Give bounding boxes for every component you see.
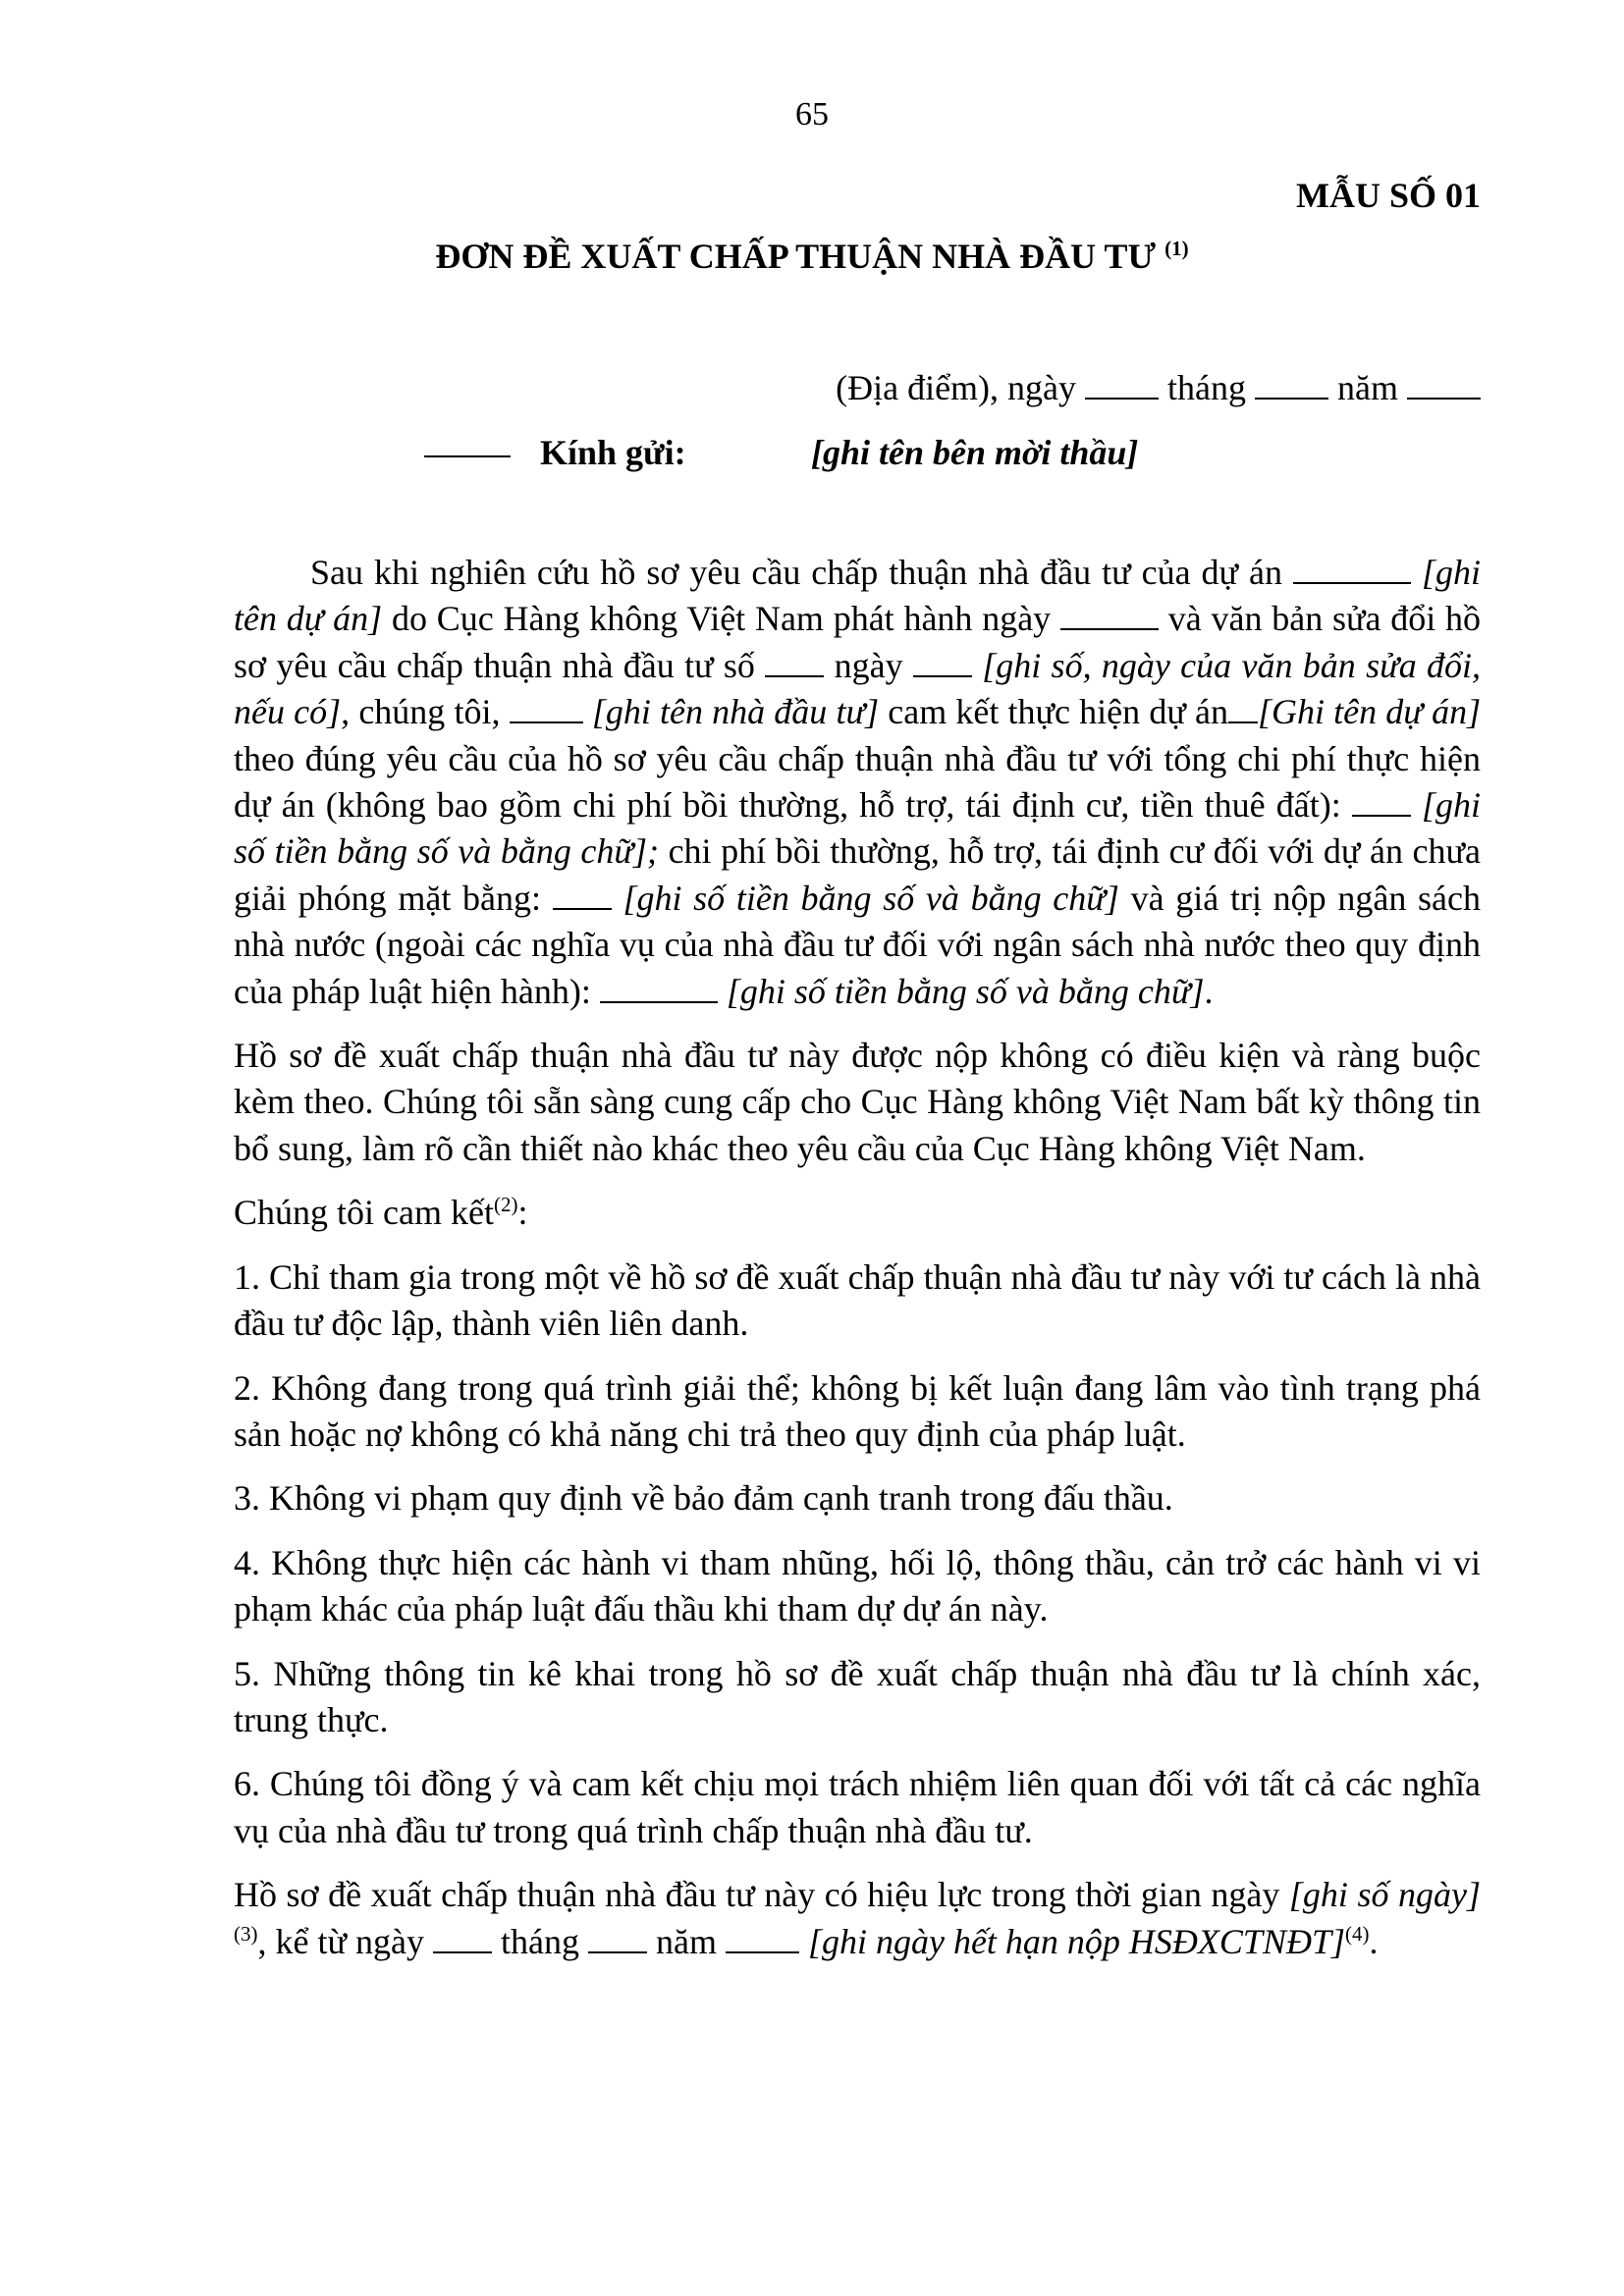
commitment-intro (234, 1190, 1481, 1236)
p1-text-o: và giá trị nộp ngân sách nhà nước (ngoài các nghĩa vụ của nhà đầu tư đối với ngân sách nhà nước theo quy định của pháp luật hiện hành): (234, 878, 1481, 1011)
compensation-cost-blank (553, 879, 612, 910)
paragraph-commitment-offer (234, 550, 1481, 1015)
validity-text-a: Hồ sơ đề xuất chấp thuận nhà đầu tư này có hiệu lực trong thời gian ngày (234, 1875, 1280, 1915)
day-blank (1085, 368, 1159, 400)
p1-text-a: Sau khi nghiên cứu hồ sơ yêu cầu chấp thuận nhà đầu tư của dự án (310, 553, 1283, 592)
validity-text-year: năm (655, 1921, 717, 1961)
p1-text-k: theo đúng yêu cầu của hồ sơ yêu cầu chấp thuận nhà đầu tư với tổng chi phí thực hiện dự án (không bao gồm chi phí bồi thường, hỗ trợ, tái định cư, tiền thuê đất): (234, 738, 1481, 826)
year-blank (1407, 368, 1481, 400)
validity-month-blank (588, 1922, 647, 1953)
investor-name-blank (510, 692, 583, 723)
p1-placeholder-compensation: [ghi số tiền bằng số và bằng chữ] (623, 878, 1119, 918)
p1-text-g: chúng tôi, (358, 692, 501, 732)
dateline-month: tháng (1167, 368, 1247, 407)
validity-period: . (1369, 1921, 1379, 1961)
p1-placeholder-project-2: [Ghi tên dự án] (1257, 692, 1482, 732)
issue-date-blank (1060, 599, 1159, 630)
commitment-colon: : (517, 1193, 528, 1233)
p1-text-e: ngày (834, 645, 903, 685)
commitment-item-5: 5. Những thông tin kê khai trong hồ sơ đề xuất chấp thuận nhà đầu tư là chính xác, trung thực. (234, 1653, 1481, 1739)
validity-day-blank (433, 1922, 492, 1953)
recipient-line (424, 432, 1138, 473)
validity-footnote-ref-4: (4) (1344, 1921, 1370, 1946)
dateline (836, 367, 1481, 408)
validity-text-c: , kể từ ngày (257, 1921, 424, 1961)
p1-text-c: do Cục Hàng không Việt Nam phát hành ngày (391, 599, 1052, 639)
p1-placeholder-budget: [ghi số tiền bằng số và bằng chữ] (726, 971, 1205, 1011)
commitment-item-6: 6. Chúng tôi đồng ý và cam kết chịu mọi trách nhiệm liên quan đối với tất cả các nghĩa vụ của nhà đầu tư trong quá trình chấp thuận nhà đầu tư. (234, 1764, 1481, 1850)
p1-placeholder-project: [ghi tên dự án] (234, 553, 1482, 639)
budget-value-blank (600, 972, 718, 1003)
recipient-label: Kính gửi: (540, 433, 686, 472)
project-name-blank (1293, 553, 1411, 584)
p1-placeholder-amendment: [ghi số, ngày của văn bản sửa đổi, nếu có], (234, 645, 1482, 732)
document-body (234, 550, 1481, 1983)
validity-placeholder-days: [ghi số ngày] (1288, 1875, 1481, 1915)
commitment-item-4: 4. Không thực hiện các hành vi tham nhũng, hối lộ, thông thầu, cản trở các hành vi vi phạm khác của pháp luật đấu thầu khi tham dự dự án này. (234, 1542, 1481, 1629)
commitment-intro-text: Chúng tôi cam kết (234, 1193, 494, 1233)
page-number: 65 (795, 96, 829, 133)
recipient-value: [ghi tên bên mời thầu] (811, 433, 1139, 472)
title-text: ĐƠN ĐỀ XUẤT CHẤP THUẬN NHÀ ĐẦU TƯ (435, 237, 1157, 276)
month-blank (1255, 368, 1328, 400)
p1-text-m: chi phí bồi thường, hỗ trợ, tái định cư đối với dự án chưa giải phóng mặt bằng: (234, 831, 1481, 918)
p1-placeholder-investor: [ghi tên nhà đầu tư] (591, 692, 880, 732)
validity-footnote-ref-3: (3) (234, 1921, 258, 1946)
paragraph-validity (234, 1872, 1481, 1965)
p1-text-i: cam kết thực hiện dự án (888, 692, 1228, 732)
commitment-item-2: 2. Không đang trong quá trình giải thể; không bị kết luận đang lâm vào tình trạng phá sản hoặc nợ không có khả năng chi trả theo quy định của pháp luật. (234, 1367, 1481, 1454)
validity-text-month: tháng (500, 1921, 579, 1961)
dateline-year: năm (1337, 368, 1398, 407)
project-name-blank-2 (1228, 692, 1258, 723)
commitment-item-1: 1. Chỉ tham gia trong một về hồ sơ đề xuất chấp thuận nhà đầu tư này với tư cách là nhà đầu tư độc lập, thành viên liên danh. (234, 1256, 1481, 1344)
amendment-number-blank (765, 646, 824, 677)
document-title (0, 236, 1624, 277)
paragraph-unconditional: Hồ sơ đề xuất chấp thuận nhà đầu tư này được nộp không có điều kiện và ràng buộc kèm theo. Chúng tôi sẵn sàng cung cấp cho Cục Hàng không Việt Nam bất kỳ thông tin bổ sung, làm rõ cần thiết nào khác theo yêu cầu của Cục Hàng không Việt Nam. (234, 1036, 1481, 1168)
validity-placeholder-deadline: [ghi ngày hết hạn nộp HSĐXCTNĐT] (807, 1921, 1345, 1961)
validity-year-blank (726, 1922, 799, 1953)
recipient-dash (424, 455, 511, 457)
p1-placeholder-total-cost: [ghi số tiền bằng số và bằng chữ]; (234, 785, 1482, 872)
form-number: MẪU SỐ 01 (1296, 176, 1481, 215)
amendment-date-blank (913, 646, 972, 677)
p1-period: . (1204, 971, 1214, 1011)
total-cost-blank (1352, 785, 1411, 817)
title-footnote-ref: (1) (1164, 237, 1189, 260)
dateline-place: (Địa điểm), ngày (836, 368, 1077, 407)
commitment-item-3: 3. Không vi phạm quy định về bảo đảm cạnh tranh trong đấu thầu. (234, 1478, 1173, 1519)
p1-text-d: và văn bản sửa đổi hồ sơ yêu cầu chấp thuận nhà đầu tư số (234, 599, 1482, 685)
commitment-footnote-ref: (2) (493, 1193, 518, 1217)
